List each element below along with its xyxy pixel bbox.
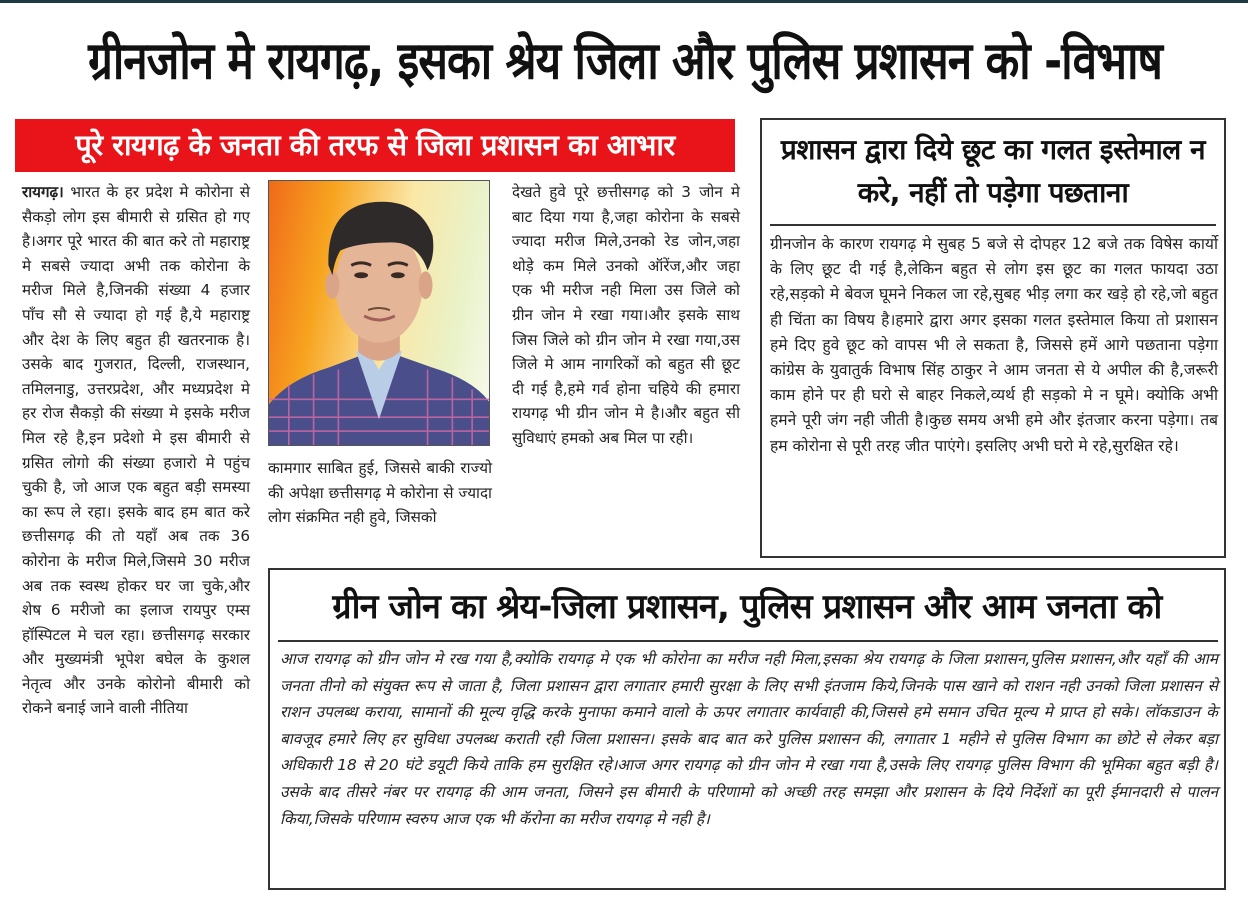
green-zone-credit-box xyxy=(268,568,1226,890)
article-column-1 xyxy=(22,180,250,721)
portrait-illustration xyxy=(269,181,489,445)
headline-divider xyxy=(278,640,1218,642)
appeal-article-box xyxy=(760,118,1226,558)
appeal-body: ग्रीनजोन के कारण रायगढ़ मे सुबह 5 बजे से दोपहर 12 बजे तक विषेस कार्यो के लिए छूट दी गई है,लेकिन बहुत से लोग इस छूट का गलत फायदा उठा रहे,सड़को मे बेवज घूमने निकल जा रहे,सुबह भीड़ लगा कर खड़े हो रहे,जो बहुत ही चिंता का विषय है।हमारे द्वारा अगर इसका गलत इस्तेमाल किया तो प्रशासन हमे दिए हुवे छूट को वापस भी ले सकता है, जिससे हमें आगे पछताना पड़ेगा कांग्रेस के युवातुर्क विभाष सिंह ठाकुर ने आम जनता से ये अपील की है,जरूरी काम होने पर ही घरो से बाहर निकले,व्यर्थ ही सड़को मे न घूमे। क्योकि अभी हमने पूरी जंग नही जीती है।कुछ समय अभी हमे और इंतजार करना पड़ेगा। तब हम कोरोना से पूरी तरह जीत पाएंगे। इसलिए अभी घरो मे रहे,सुरक्षित रहे। xyxy=(770,235,1218,455)
dateline: रायगढ़। xyxy=(22,183,64,201)
green-zone-headline: ग्रीन जोन का श्रेय-जिला प्रशासन, पुलिस प्रशासन और आम जनता को xyxy=(332,587,1162,627)
article-column-2: कामगार साबित हुई, जिससे बाकी राज्यो की अपेक्षा छत्तीसगढ़ मे कोरोना से ज्यादा लोग संक्रमित नही हुवे, जिसको xyxy=(268,459,492,527)
green-zone-body: आज रायगढ़ को ग्रीन जोन मे रख गया है,क्योकि रायगढ़ मे एक भी कोरोना का मरीज नही मिला,इसका श्रेय रायगढ़ के जिला प्रशासन,पुलिस प्रशासन,और यहाँ की आम जनता तीनो को संयुक्त रूप से जाता है, जिला प्रशासन द्वारा लगातार हमारी सुरक्षा के लिए सभी इंतजाम किये,जिनके पास खाने को राशन नही उनको जिला प्रशासन से राशन उपलब्ध कराया, सामानों की मूल्य वृद्धि करके मुनाफा कमाने वालो के ऊपर लगातार कार्यवाही की,जिससे हमे समान उचित मूल्य मे प्राप्त हो सके। लॉकडाउन के बावजूद हमारे लिए हर सुविधा उपलब्ध कराती रही जिला प्रशासन। इसके बाद बात करे पुलिस प्रशासन की, लगातार 1 महीने से पुलिस विभाग का छोटे से लेकर बड़ा अधिकारी 18 से 20 घंटे डयूटी किये ताकि हम सुरक्षित रहे।आज अगर रायगढ़ को ग्रीन जोन मे रखा गया है,उसके लिए रायगढ़ पुलिस विभाग की भूमिका बहुत बड़ी है। उसके बाद तीसरे नंबर पर रायगढ़ की आम जनता, जिसने इस बीमारी के परिणामो को अच्छी तरह समझा और प्रशासन के दिये निर्देशों का पूरी ईमानदारी से पालन किया,जिसके परिणाम स्वरुप आज एक भी कॅरोना का मरीज रायगढ़ मे नही है। xyxy=(280,650,1218,828)
red-banner-headline: पूरे रायगढ़ के जनता की तरफ से जिला प्रशासन का आभार xyxy=(15,119,735,172)
top-border-line xyxy=(0,0,1248,3)
column-1-text: भारत के हर प्रदेश मे कोरोना से सैकड़ो लोग इस बीमारी से ग्रसित हो गए है।अगर पूरे भारत की बात करे तो महाराष्ट्र मे सबसे ज्यादा अभी तक कोरोना के मरीज मिले है,जिनकी संख्या 4 हजार पाँच सौ से ज्यादा हो गई है,ये महाराष्ट्र और देश के लिए बहुत ही खतरनाक है।उसके बाद गुजरात, दिल्ली, राजस्थान, तमिलनाडु, उत्तरप्रदेश, और मध्यप्रदेश मे हर रोज सैकड़ो की संख्या मे इसके मरीज मिल रहे है,इन प्रदेशो मे इस बीमारी से ग्रसित लोगो की संख्या हजारो मे पहुंच चुकी है, जो आज एक बहुत बड़ी समस्या का रूप ले रहा। इसके बाद हम बात करे छत्तीसगढ़ की तो यहाँ अब तक 36 कोरोना के मरीज मिले,जिसमे 30 मरीज अब तक स्वस्थ होकर घर जा चुके,और शेष 6 मरीजो का इलाज रायपुर एम्स हॉस्पिटल मे चल रहा। छत्तीसगढ़ सरकार और मुख्यमंत्री भूपेश बघेल के कुशल नेतृत्व और उनके कोरोनो बीमारी को रोकने बनाई जाने वाली नीतिया xyxy=(22,183,250,718)
portrait-photo xyxy=(268,180,490,446)
headline-divider xyxy=(770,224,1216,226)
appeal-headline: प्रशासन द्वारा दिये छूट का गलत इस्तेमाल न करे, नहीं तो पड़ेगा पछताना xyxy=(780,133,1206,209)
article-column-3: देखते हुवे पूरे छत्तीसगढ़ को 3 जोन मे बाट दिया गया है,जहा कोरोना के सबसे ज्यादा मरीज मिले,उनको रेड जोन,जहा थोड़े कम मिले उनको ऑरेंज,और जहा एक भी मरीज नही मिला उस जिले को ग्रीन जोन मे रखा गया।और इसके साथ जिस जिले को ग्रीन जोन मे रखा गया,उस जिले मे आम नागरिकों को बहुत सी छूट दी गई है,हमे गर्व होना चहिये की हमारा रायगढ़ भी ग्रीन जोन मे है।और बहुत सी सुविधाएं हमको अब मिल पा रही। xyxy=(512,183,740,447)
main-headline: ग्रीनजोन मे रायगढ़, इसका श्रेय जिला और पुलिस प्रशासन को -विभाष xyxy=(88,31,1162,92)
